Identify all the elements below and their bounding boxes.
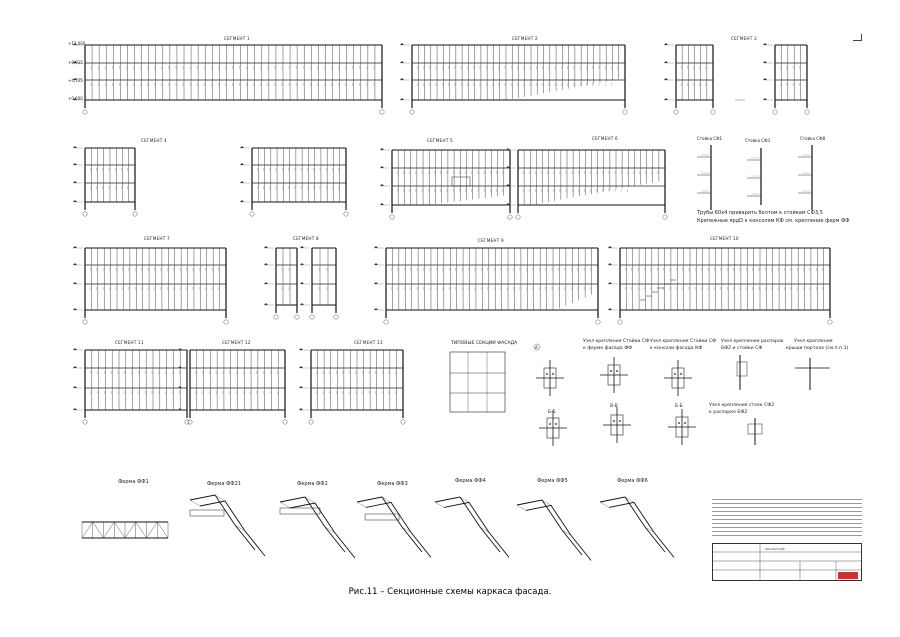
level-arrow bbox=[400, 61, 404, 63]
truss-web bbox=[357, 502, 366, 507]
stands-note-2: Крепежные ярдD к консолям КФ см. крепление ферм ФФ bbox=[697, 218, 850, 224]
level-arrow bbox=[73, 386, 77, 388]
axis-marker bbox=[188, 420, 192, 424]
axis-marker bbox=[516, 215, 520, 219]
bolt bbox=[610, 370, 612, 372]
axis-marker bbox=[83, 212, 87, 216]
bolt bbox=[555, 423, 557, 425]
bolt bbox=[546, 373, 548, 375]
truss-web bbox=[280, 502, 290, 508]
truss-ff5-inner bbox=[526, 505, 591, 560]
level-arrow bbox=[240, 163, 244, 165]
level-arrow bbox=[763, 61, 767, 63]
bolt bbox=[678, 422, 680, 424]
truss-ff6 bbox=[600, 497, 665, 552]
axis-marker bbox=[83, 320, 87, 324]
level-arrow bbox=[664, 98, 668, 100]
drawing-code: ФО-2023-КМ bbox=[765, 547, 785, 551]
bolt bbox=[552, 373, 554, 375]
truss-diagonal bbox=[104, 522, 115, 538]
level-arrow bbox=[299, 348, 303, 350]
node-title-5: Узел крепления стоек СФ2 bbox=[709, 403, 775, 408]
truss-web bbox=[435, 502, 444, 507]
truss-ff2 bbox=[280, 497, 345, 552]
truss-title-2: Ферма ФФ21 bbox=[207, 481, 241, 487]
level-label: +12,000 bbox=[68, 41, 86, 46]
bolt bbox=[619, 420, 621, 422]
segment-10-title: СЕГМЕНТ 10 bbox=[710, 236, 739, 241]
truss-title-6: Ферма ФФ5 bbox=[537, 478, 568, 484]
axis-marker bbox=[224, 320, 228, 324]
door-opening bbox=[452, 177, 470, 186]
level-arrow bbox=[264, 282, 268, 284]
level-arrow bbox=[664, 78, 668, 80]
level-arrow bbox=[608, 263, 612, 265]
level-arrow bbox=[178, 408, 182, 410]
level-arrow bbox=[73, 282, 77, 284]
truss-ff4-inner bbox=[444, 502, 509, 557]
level-arrow bbox=[178, 386, 182, 388]
stand-title-1: Стойка СФ1 bbox=[697, 136, 723, 141]
node-title-3: Узел крепления распорок bbox=[721, 339, 784, 344]
level-arrow bbox=[300, 303, 304, 305]
axis-marker bbox=[283, 420, 287, 424]
axis-marker bbox=[390, 215, 394, 219]
level-arrow bbox=[380, 148, 384, 150]
level-arrow bbox=[763, 98, 767, 100]
level-arrow bbox=[240, 181, 244, 183]
axis-marker bbox=[773, 110, 777, 114]
segment-5-title: СЕГМЕНТ 5 bbox=[427, 138, 453, 143]
bolt bbox=[680, 373, 682, 375]
segment-9-title: СЕГМЕНТ 9 bbox=[478, 238, 504, 243]
node-subtitle-2: к консоли фасада КФ bbox=[650, 346, 703, 351]
level-arrow bbox=[506, 148, 510, 150]
axis-marker bbox=[623, 110, 627, 114]
truss-diagonal bbox=[114, 522, 125, 538]
segment-6-title: СЕГМЕНТ 6 bbox=[592, 136, 618, 141]
level-arrow bbox=[664, 61, 668, 63]
axis-marker bbox=[828, 320, 832, 324]
bolt bbox=[549, 423, 551, 425]
truss-web bbox=[190, 500, 200, 506]
stand-title-2: Стойка СФ3 bbox=[745, 138, 771, 143]
axis-marker bbox=[274, 315, 278, 319]
truss-title-5: Ферма ФФ4 bbox=[455, 478, 486, 484]
axis-marker bbox=[309, 420, 313, 424]
truss-ff3 bbox=[357, 497, 422, 552]
truss-diagonal bbox=[157, 522, 168, 538]
axis-marker bbox=[618, 320, 622, 324]
truss-ff3-inner bbox=[366, 502, 431, 557]
node-subtitle-5: к распорке БФ2 bbox=[709, 410, 748, 415]
level-arrow bbox=[380, 184, 384, 186]
truss-ff5 bbox=[517, 500, 582, 555]
node-plate bbox=[737, 362, 747, 376]
level-arrow bbox=[380, 203, 384, 205]
bolt bbox=[684, 422, 686, 424]
level-arrow bbox=[763, 43, 767, 45]
typical-sections-title: ТИПОВЫЕ СЕКЦИИ ФАСАДА bbox=[451, 341, 518, 346]
level-arrow bbox=[73, 246, 77, 248]
truss-title-1: Ферма ФФ1 bbox=[118, 479, 149, 485]
title-block-stamp bbox=[712, 543, 862, 581]
segment-1-title: СЕГМЕНТ 1 bbox=[224, 36, 250, 41]
level-arrow bbox=[73, 181, 77, 183]
level-arrow bbox=[299, 366, 303, 368]
axis-marker bbox=[596, 320, 600, 324]
truss-diagonal bbox=[147, 522, 158, 538]
node-title-4: Узел крепления bbox=[794, 339, 833, 344]
stands-note-1: Трубы 60х4 приварить болтом к стойкам СФ3,5 bbox=[697, 210, 823, 216]
truss-top-plate bbox=[190, 510, 224, 516]
axis-marker bbox=[711, 110, 715, 114]
level-arrow bbox=[608, 282, 612, 284]
axis-marker bbox=[410, 110, 414, 114]
truss-title-4: Ферма ФФ3 bbox=[377, 481, 408, 487]
truss-diagonal bbox=[82, 522, 93, 538]
level-arrow bbox=[299, 386, 303, 388]
level-arrow bbox=[73, 146, 77, 148]
truss-title-3: Ферма ФФ2 bbox=[297, 481, 328, 487]
section-label: В-В bbox=[610, 404, 618, 409]
segment-3-title: СЕГМЕНТ 3 bbox=[731, 36, 757, 41]
node-subtitle-4: крыши портала (см.п.п.1) bbox=[786, 346, 849, 351]
bolt bbox=[613, 420, 615, 422]
level-arrow bbox=[664, 43, 668, 45]
level-arrow bbox=[374, 263, 378, 265]
level-arrow bbox=[400, 78, 404, 80]
level-arrow bbox=[374, 308, 378, 310]
truss-diagonal bbox=[125, 522, 136, 538]
level-arrow bbox=[73, 408, 77, 410]
axis-marker bbox=[295, 315, 299, 319]
axis-marker bbox=[250, 212, 254, 216]
segment-11-title: СЕГМЕНТ 11 bbox=[115, 340, 144, 345]
node-title-1: Узел крепления Стойки СФ bbox=[583, 339, 650, 344]
truss-ff21 bbox=[190, 495, 255, 550]
level-arrow bbox=[264, 303, 268, 305]
bolt bbox=[616, 370, 618, 372]
segment-4-title: СЕГМЕНТ 4 bbox=[141, 138, 167, 143]
node-subtitle-3: БФ2 и стойки СФ bbox=[721, 346, 763, 351]
sheet-corner-mark bbox=[853, 34, 862, 41]
level-arrow bbox=[73, 163, 77, 165]
truss-web bbox=[517, 505, 526, 510]
level-arrow bbox=[73, 200, 77, 202]
bolt bbox=[674, 373, 676, 375]
level-arrow bbox=[300, 263, 304, 265]
axis-marker bbox=[508, 215, 512, 219]
axis-marker bbox=[83, 420, 87, 424]
segment-2-title: СЕГМЕНТ 2 bbox=[512, 36, 538, 41]
axis-marker bbox=[310, 315, 314, 319]
truss-diagonal bbox=[93, 522, 104, 538]
truss-web bbox=[600, 502, 609, 507]
level-label: +8,925 bbox=[68, 60, 83, 65]
level-arrow bbox=[608, 246, 612, 248]
detail-marker: А bbox=[535, 345, 538, 350]
truss-title-7: Ферма ФФ6 bbox=[617, 478, 648, 484]
level-arrow bbox=[240, 146, 244, 148]
axis-marker bbox=[384, 320, 388, 324]
section-label: Б-Б bbox=[548, 410, 556, 415]
level-arrow bbox=[178, 366, 182, 368]
typical-section-frame bbox=[450, 352, 505, 412]
segment-13-title: СЕГМЕНТ 13 bbox=[354, 340, 383, 345]
level-arrow bbox=[264, 246, 268, 248]
figure-caption: Рис.11 – Секционные схемы каркаса фасада. bbox=[348, 587, 552, 597]
level-arrow bbox=[763, 78, 767, 80]
segment-7-title: СЕГМЕНТ 7 bbox=[144, 236, 170, 241]
level-arrow bbox=[264, 263, 268, 265]
truss-diagonal bbox=[136, 522, 147, 538]
level-arrow bbox=[400, 98, 404, 100]
truss-ff4 bbox=[435, 497, 500, 552]
axis-marker bbox=[83, 110, 87, 114]
level-arrow bbox=[380, 166, 384, 168]
level-arrow bbox=[178, 348, 182, 350]
level-arrow bbox=[300, 246, 304, 248]
axis-marker bbox=[133, 212, 137, 216]
axis-marker bbox=[674, 110, 678, 114]
level-arrow bbox=[240, 200, 244, 202]
level-arrow bbox=[374, 246, 378, 248]
axis-marker bbox=[401, 420, 405, 424]
level-arrow bbox=[374, 282, 378, 284]
segment-12-title: СЕГМЕНТ 12 bbox=[222, 340, 251, 345]
truss-ff2-inner bbox=[290, 503, 355, 558]
truss-ff6-inner bbox=[609, 502, 674, 557]
axis-marker bbox=[344, 212, 348, 216]
stand-title-3: Стойка СФ8 bbox=[800, 136, 826, 141]
level-arrow bbox=[400, 43, 404, 45]
segment-8-title: СЕГМЕНТ 8 bbox=[293, 236, 319, 241]
general-notes bbox=[712, 497, 862, 536]
level-arrow bbox=[73, 308, 77, 310]
level-arrow bbox=[73, 263, 77, 265]
level-label: +4,725 bbox=[68, 78, 83, 83]
level-arrow bbox=[299, 408, 303, 410]
axis-marker bbox=[334, 315, 338, 319]
axis-marker bbox=[663, 215, 667, 219]
level-arrow bbox=[73, 366, 77, 368]
node-title-2: Узел крепления Стойки СФ bbox=[650, 339, 717, 344]
axis-marker bbox=[380, 110, 384, 114]
level-arrow bbox=[608, 308, 612, 310]
section-label: Б-Б bbox=[675, 404, 683, 409]
level-arrow bbox=[73, 348, 77, 350]
truss-ff21-inner bbox=[200, 501, 265, 556]
node-subtitle-1: к ферме фасада ФФ bbox=[583, 346, 633, 351]
level-label: +0,600 bbox=[68, 96, 83, 101]
axis-marker bbox=[805, 110, 809, 114]
level-arrow bbox=[300, 282, 304, 284]
